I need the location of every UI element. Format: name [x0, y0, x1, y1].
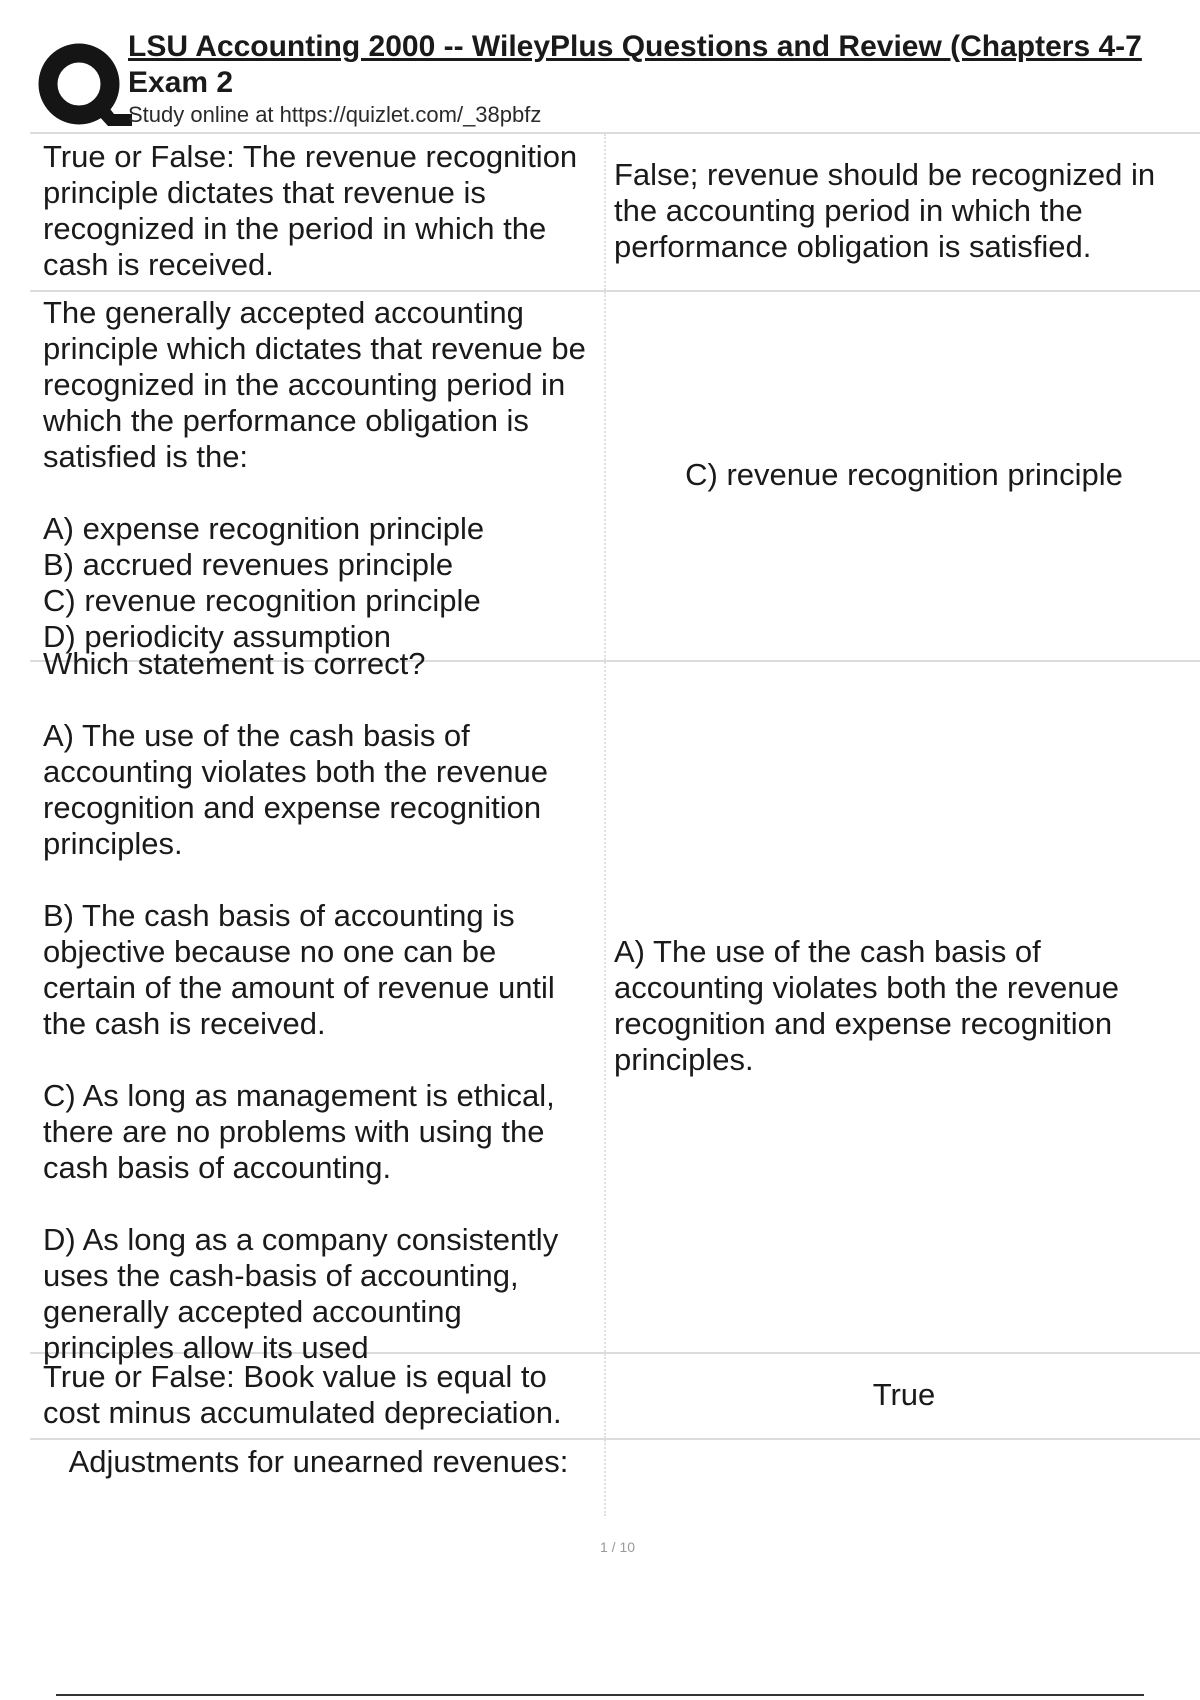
document-subtitle: Exam 2 — [128, 66, 234, 99]
page-number: 1 / 10 — [599, 1539, 636, 1555]
card-definition: C) revenue recognition principle — [685, 457, 1123, 492]
flashcard-table — [30, 132, 1200, 1516]
footer-divider — [56, 1694, 1144, 1696]
card-term: True or False: Book value is equal to cost minus accumulated depreciation. — [30, 1354, 606, 1438]
study-online-link[interactable]: Study online at https://quizlet.com/_38pbfz — [128, 102, 542, 127]
card-row — [30, 646, 1200, 1365]
card-definition — [606, 1440, 1200, 1516]
card-term: The generally accepted accounting principle which dictates that revenue be recognized in the accounting period in which the performance obligation is satisfied is the: A) expense recognition principle B) accrued revenues principle C) revenue recognition principle D) periodicity assumption — [30, 292, 606, 660]
card-row — [30, 132, 1200, 290]
card-row — [30, 1438, 1200, 1516]
card-definition: True — [872, 1377, 936, 1412]
card-term: Adjustments for unearned revenues: — [30, 1440, 606, 1516]
card-row — [30, 290, 1200, 660]
card-definition: False; revenue should be recognized in the accounting period in which the performance obligation is satisfied. — [614, 157, 1164, 264]
card-term: True or False: The revenue recognition principle dictates that revenue is recognized in the period in which the cash is received. — [30, 134, 606, 290]
card-term: Which statement is correct? A) The use of the cash basis of accounting violates both the revenue recognition and expense recognition principles. B) The cash basis of accounting is objective because no one can be certain of the amount of revenue until the cash is received. C) As long as management is ethical, there are no problems with using the cash basis of accounting. D) As long as a company consistently uses the cash-basis of accounting, generally accepted accounting principles allow its used — [30, 662, 606, 1352]
document-header — [30, 30, 1200, 130]
quizlet-q-logo-icon — [32, 34, 136, 138]
document-title: LSU Accounting 2000 -- WileyPlus Questions and Review (Chapters 4-7 — [128, 30, 1142, 63]
card-row — [30, 1352, 1200, 1438]
card-definition: A) The use of the cash basis of accounting violates both the revenue recognition and expense recognition principles. — [614, 934, 1128, 1077]
